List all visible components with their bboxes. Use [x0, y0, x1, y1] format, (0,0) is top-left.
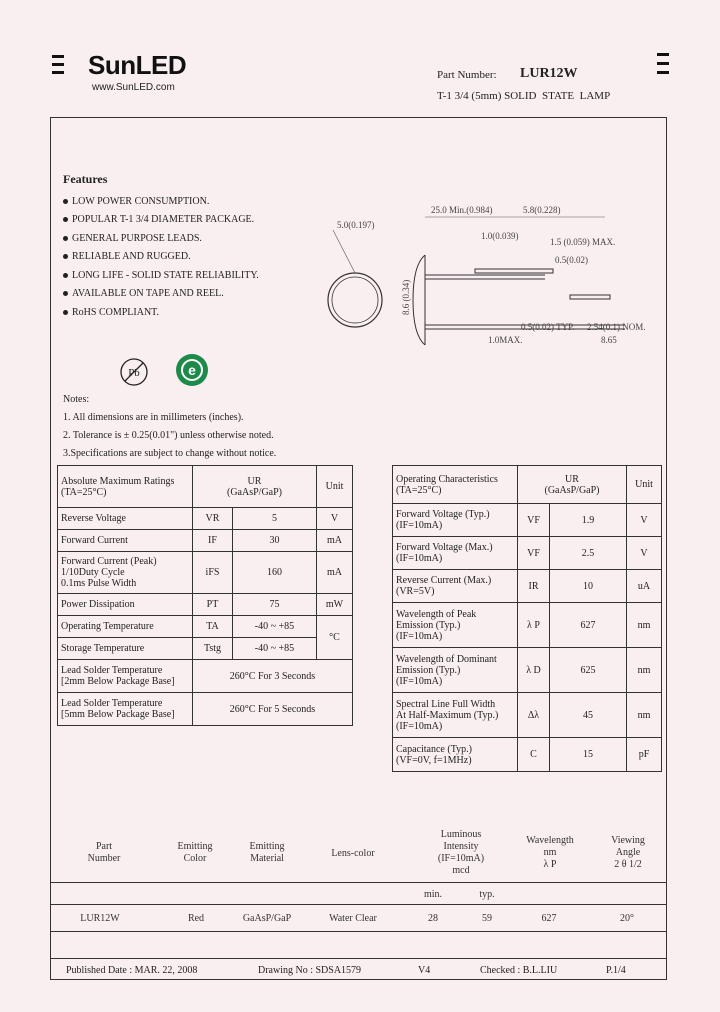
sel-row-material: GaAsP/GaP — [242, 913, 292, 924]
part-number-label: Part Number: — [437, 69, 497, 81]
op-header-part: UR (GaAsP/GaP) — [518, 466, 627, 504]
param-cell: Power Dissipation — [58, 594, 193, 616]
sel-header-wavelength: Wavelength nm λ P — [526, 835, 574, 870]
table-row — [393, 693, 662, 738]
bullet-icon — [63, 217, 68, 222]
features-list — [63, 192, 259, 322]
dim-label: 0.5(0.02) TYP. — [521, 322, 575, 332]
table-row — [58, 693, 353, 726]
val-cell: 45 — [550, 693, 627, 738]
param-cell: Spectral Line Full Width At Half-Maximum (Typ.) (IF=10mA) — [393, 693, 518, 738]
product-subtitle: T-1 3/4 (5mm) SOLID STATE LAMP — [437, 90, 611, 102]
sym-cell: λ P — [518, 603, 550, 648]
e-text: e — [188, 362, 196, 378]
bullet-icon — [63, 254, 68, 259]
table-row — [58, 594, 353, 616]
table-row — [393, 738, 662, 772]
abs-max-table — [57, 465, 353, 726]
val-cell: 15 — [550, 738, 627, 772]
val-cell: 30 — [233, 530, 317, 552]
abs-header-param: Absolute Maximum Ratings (TA=25°C) — [58, 466, 193, 508]
logo-bar-1 — [52, 55, 64, 58]
bullet-icon — [63, 236, 68, 241]
unit-cell: nm — [627, 648, 662, 693]
bullet-icon — [63, 199, 68, 204]
dim-label: 1.0(0.039) — [481, 231, 519, 241]
sym-cell: λ D — [518, 648, 550, 693]
abs-header-unit: Unit — [317, 466, 353, 508]
val-cell: 75 — [233, 594, 317, 616]
pb-free-icon — [118, 356, 150, 388]
table-row — [58, 660, 353, 693]
right-bar-3 — [657, 71, 669, 74]
dim-label: 25.0 Min.(0.984) — [431, 205, 493, 215]
param-cell: Forward Voltage (Max.) (IF=10mA) — [393, 537, 518, 570]
table-row — [393, 570, 662, 603]
page-number: P.1/4 — [606, 965, 626, 976]
dim-label: 2.54(0.1) NOM. — [587, 322, 646, 332]
sel-header-material: Emitting Material — [249, 841, 285, 864]
published-date: Published Date : MAR. 22, 2008 — [66, 965, 198, 976]
right-bar-2 — [657, 62, 669, 65]
logo-bar-3 — [52, 71, 64, 74]
dim-label: 8.6 (0.34) — [401, 279, 411, 315]
right-bar-1 — [657, 53, 669, 56]
param-cell: Forward Current (Peak) 1/10Duty Cycle 0.1ms Pulse Width — [58, 552, 193, 594]
dim-label: 0.5(0.02) — [555, 255, 588, 265]
feature-item: LOW POWER CONSUMPTION. — [63, 192, 259, 211]
param-cell: Forward Current — [58, 530, 193, 552]
val-cell: -40 ~ +85 — [233, 638, 317, 660]
version: V4 — [418, 965, 431, 976]
brand-url[interactable]: www.SunLED.com — [92, 82, 175, 93]
sym-cell: VR — [193, 508, 233, 530]
sel-row-typ: 59 — [482, 913, 492, 924]
unit-cell: nm — [627, 603, 662, 648]
sel-divider — [50, 931, 667, 932]
bullet-icon — [63, 273, 68, 278]
val-cell: 1.9 — [550, 504, 627, 537]
feature-item: LONG LIFE - SOLID STATE RELIABILITY. — [63, 266, 259, 285]
bullet-icon — [63, 291, 68, 296]
table-row — [393, 648, 662, 693]
param-cell: Storage Temperature — [58, 638, 193, 660]
features-title: Features — [63, 172, 108, 186]
op-header-unit: Unit — [627, 466, 662, 504]
sel-header-intensity: Luminous Intensity (IF=10mA) mcd — [437, 829, 485, 876]
sym-cell: VF — [518, 504, 550, 537]
sel-divider — [50, 904, 667, 905]
sym-cell: Tstg — [193, 638, 233, 660]
val-cell: 260°C For 3 Seconds — [193, 660, 353, 693]
sym-cell: IR — [518, 570, 550, 603]
logo-bar-2 — [52, 63, 64, 66]
unit-cell: mA — [317, 552, 353, 594]
param-cell: Lead Solder Temperature [2mm Below Package Base] — [58, 660, 193, 693]
val-cell: -40 ~ +85 — [233, 616, 317, 638]
unit-cell: uA — [627, 570, 662, 603]
op-header-param: Operating Characteristics (TA=25°C) — [393, 466, 518, 504]
note-item: 3.Specifications are subject to change without notice. — [63, 448, 277, 459]
sym-cell: PT — [193, 594, 233, 616]
sel-sub-typ: typ. — [479, 889, 495, 900]
abs-header-part: UR (GaAsP/GaP) — [193, 466, 317, 508]
checked-by: Checked : B.L.LIU — [480, 965, 558, 976]
unit-cell: V — [627, 504, 662, 537]
sel-sub-min: min. — [423, 889, 443, 900]
unit-cell: nm — [627, 693, 662, 738]
sel-row-wavelength: 627 — [541, 913, 557, 924]
val-cell: 260°C For 5 Seconds — [193, 693, 353, 726]
dim-label: 5.0(0.197) — [337, 220, 375, 230]
param-cell: Wavelength of Dominant Emission (Typ.) (IF=10mA) — [393, 648, 518, 693]
unit-cell: mW — [317, 594, 353, 616]
sel-row-min: 28 — [428, 913, 438, 924]
sel-header-angle: Viewing Angle 2 θ 1/2 — [611, 835, 645, 870]
led-drawing — [325, 195, 665, 355]
sel-row-angle: 20° — [620, 913, 634, 924]
val-cell: 2.5 — [550, 537, 627, 570]
part-number: LUR12W — [520, 66, 578, 81]
feature-item: RoHS COMPLIANT. — [63, 303, 259, 322]
val-cell: 160 — [233, 552, 317, 594]
unit-cell: V — [317, 508, 353, 530]
dim-label: 1.0MAX. — [488, 335, 523, 345]
note-item: 1. All dimensions are in millimeters (inches). — [63, 412, 244, 423]
param-cell: Wavelength of Peak Emission (Typ.) (IF=10mA) — [393, 603, 518, 648]
feature-item: RELIABLE AND RUGGED. — [63, 248, 259, 267]
table-row — [58, 508, 353, 530]
table-row — [393, 504, 662, 537]
notes-block — [63, 391, 276, 463]
unit-cell: V — [627, 537, 662, 570]
val-cell: 625 — [550, 648, 627, 693]
unit-cell: mA — [317, 530, 353, 552]
sel-row-lens: Water Clear — [329, 913, 377, 924]
sym-cell: TA — [193, 616, 233, 638]
note-item: 2. Tolerance is ± 0.25(0.01") unless otherwise noted. — [63, 430, 274, 441]
footer-divider — [50, 958, 667, 959]
bullet-icon — [63, 310, 68, 315]
table-row — [393, 603, 662, 648]
dim-label: 1.5 (0.059) MAX. — [550, 237, 616, 247]
sym-cell: iFS — [193, 552, 233, 594]
feature-item: POPULAR T-1 3/4 DIAMETER PACKAGE. — [63, 211, 259, 230]
sel-row-part: LUR12W — [80, 913, 120, 924]
sym-cell: VF — [518, 537, 550, 570]
param-cell: Forward Voltage (Typ.) (IF=10mA) — [393, 504, 518, 537]
param-cell: Reverse Voltage — [58, 508, 193, 530]
feature-item: GENERAL PURPOSE LEADS. — [63, 229, 259, 248]
sym-cell: Δλ — [518, 693, 550, 738]
feature-item: AVAILABLE ON TAPE AND REEL. — [63, 285, 259, 304]
param-cell: Operating Temperature — [58, 616, 193, 638]
param-cell: Capacitance (Typ.) (VF=0V, f=1MHz) — [393, 738, 518, 772]
sel-header-lens: Lens-color — [331, 848, 375, 859]
table-row — [58, 552, 353, 594]
dim-label: 5.8(0.228) — [523, 205, 561, 215]
sel-row-color: Red — [187, 913, 205, 924]
brand-logo: SunLED — [88, 50, 187, 80]
notes-title: Notes: — [63, 394, 90, 405]
sym-cell: IF — [193, 530, 233, 552]
table-row — [58, 616, 353, 638]
pb-text: Pb — [128, 367, 140, 379]
val-cell: 627 — [550, 603, 627, 648]
table-row — [393, 537, 662, 570]
val-cell: 10 — [550, 570, 627, 603]
unit-cell: pF — [627, 738, 662, 772]
param-cell: Lead Solder Temperature [5mm Below Package Base] — [58, 693, 193, 726]
sym-cell: C — [518, 738, 550, 772]
table-row — [58, 638, 353, 660]
val-cell: 5 — [233, 508, 317, 530]
sel-header-color: Emitting Color — [177, 841, 213, 864]
table-row — [58, 530, 353, 552]
dim-label: 8.65 — [601, 335, 617, 345]
rohs-e-icon — [174, 352, 210, 388]
sel-divider — [50, 882, 667, 883]
op-char-table — [392, 465, 662, 772]
param-cell: Reverse Current (Max.) (VR=5V) — [393, 570, 518, 603]
unit-cell: °C — [317, 616, 353, 660]
drawing-number: Drawing No : SDSA1579 — [258, 965, 362, 976]
sel-header-part: Part Number — [87, 841, 121, 864]
